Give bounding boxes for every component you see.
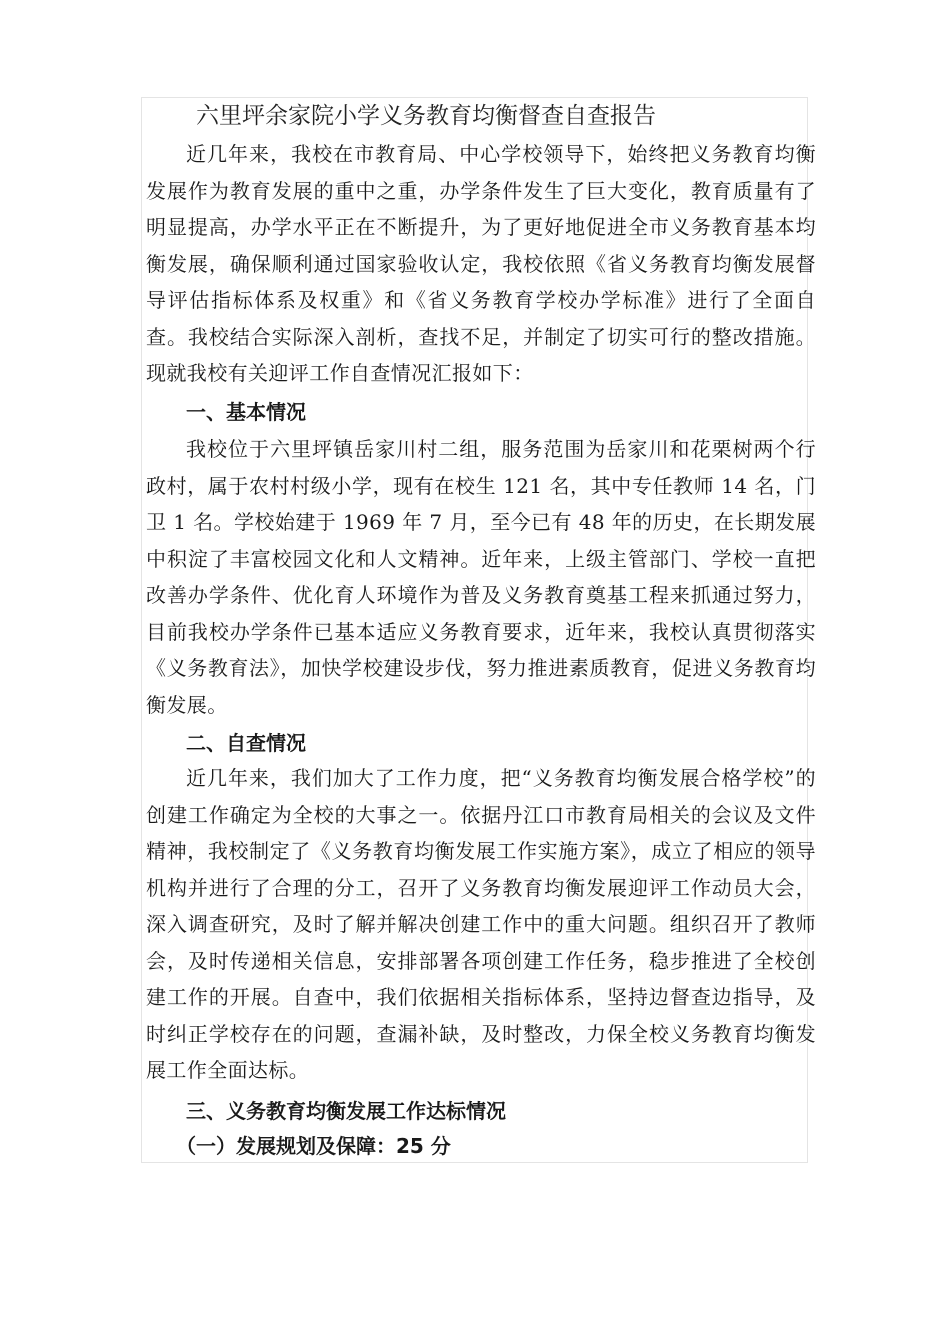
section-heading-compliance: 三、义务教育均衡发展工作达标情况 bbox=[186, 1099, 506, 1123]
basic-info-paragraph: 我校位于六里坪镇岳家川村二组，服务范围为岳家川和花栗树两个行政村，属于农村村级小学，现有在校生 121 名，其中专任教师 14 名，门卫 1 名。学校始建于 1969 年 7 月，至今已有 48 年的历史，在长期发展中积淀了丰富校园文化和人文精神。近年来，上级主管部门、学校一直把改善办学条件、优化育人环境作为普及义务教育奠基工程来抓通过努力，目前我校办学条件已基本适应义务教育要求，近年来，我校认真贯彻落实《义务教育法》，加快学校建设步伐，努力推进素质教育，促进义务教育均衡发展。 bbox=[146, 437, 816, 717]
document-page bbox=[141, 97, 816, 1163]
section-heading-self-check: 二、自查情况 bbox=[186, 731, 306, 755]
self-check-paragraph: 近几年来，我们加大了工作力度，把“义务教育均衡发展合格学校”的创建工作确定为全校的大事之一。依据丹江口市教育局相关的会议及文件精神，我校制定了《义务教育均衡发展工作实施方案》，成立了相应的领导机构并进行了合理的分工，召开了义务教育均衡发展迎评工作动员大会，深入调查研究，及时了解并解决创建工作中的重大问题。组织召开了教师会，及时传递相关信息，安排部署各项创建工作任务，稳步推进了全校创建工作的开展。自查中，我们依据相关指标体系，坚持边督查边指导，及时纠正学校存在的问题，查漏补缺，及时整改，力保全校义务教育均衡发展工作全面达标。 bbox=[146, 766, 816, 1082]
intro-paragraph: 近几年来，我校在市教育局、中心学校领导下，始终把义务教育均衡发展作为教育发展的重中之重，办学条件发生了巨大变化，教育质量有了明显提高，办学水平正在不断提升，为了更好地促进全市义务教育基本均衡发展，确保顺利通过国家验收认定，我校依照《省义务教育均衡发展督导评估指标体系及权重》和《省义务教育学校办学标准》进行了全面自查。我校结合实际深入剖析，查找不足，并制定了切实可行的整改措施。现就我校有关迎评工作自查情况汇报如下： bbox=[146, 142, 816, 385]
section-heading-basic-info: 一、基本情况 bbox=[186, 400, 306, 424]
document-title: 六里坪余家院小学义务教育均衡督查自查报告 bbox=[196, 103, 656, 129]
subsection-heading-planning: （一）发展规划及保障：25 分 bbox=[176, 1134, 451, 1158]
